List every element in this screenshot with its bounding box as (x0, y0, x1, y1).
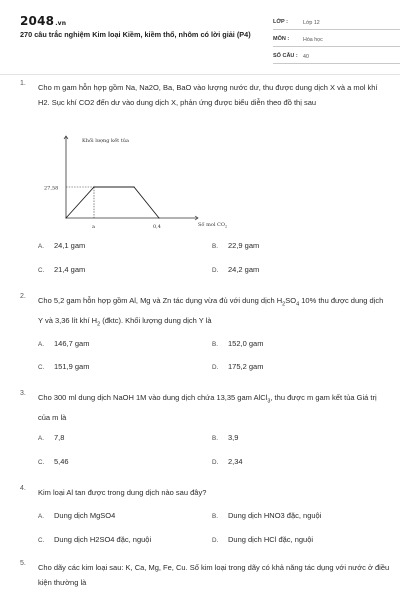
meta-value: Lớp 12 (303, 19, 320, 26)
option-b[interactable] (212, 433, 238, 442)
option-letter: C. (38, 364, 45, 371)
chart-svg (38, 130, 228, 230)
option-letter: C. (38, 459, 45, 466)
option-a[interactable] (38, 433, 64, 442)
option-letter: D. (212, 459, 219, 466)
option-letter: C. (38, 267, 45, 274)
option-text: 5,46 (54, 457, 69, 466)
option-a[interactable] (38, 511, 115, 520)
chart-x-tick-label: 0,4 (153, 224, 161, 230)
document-meta (273, 17, 400, 68)
option-text: 24,2 gam (228, 265, 260, 274)
option-letter: D. (212, 537, 219, 544)
chart-point-3 (158, 217, 159, 218)
chart-point-1 (93, 186, 94, 187)
chart-series-line (66, 187, 159, 218)
question-text: Cho m gam hỗn hợp gồm Na, Na2O, Ba, BaO vào lượng nước dư, thu được dung dịch X và a mol khí H2. Sục khí CO2 đến dư vào dung dịch X, phản ứng được biểu diễn theo đồ thị sau (38, 83, 378, 107)
option-letter: A. (38, 341, 44, 348)
page-header (20, 14, 388, 68)
option-text: 151,9 gam (54, 362, 90, 371)
option-letter: B. (212, 513, 218, 520)
chart-x-tick-label: a (92, 224, 95, 230)
option-text: Dung dịch H2SO4 đặc, nguội (54, 535, 152, 544)
chart-x-label-main: Số mol CO (198, 222, 225, 228)
option-text: 22,9 gam (228, 241, 260, 250)
question-1-chart (38, 130, 228, 230)
option-c[interactable] (38, 535, 151, 544)
option-text: Dung dịch HCl đặc, nguội (228, 535, 314, 544)
question-number: 1. (20, 80, 26, 87)
question-text: Cho dãy các kim loại sau: K, Ca, Mg, Fe, Cu. Số kim loại trong dãy có khả năng tác dụng với nước ở điều kiện thường là (38, 563, 390, 587)
option-text: 7,8 (54, 433, 65, 442)
question-text: Cho 300 ml dung dịch NaOH 1M vào dung dịch chứa 13,35 gam AlCl$_3$, thu được m gam kết tủa Giá trị của m là (38, 393, 377, 422)
option-d[interactable] (212, 535, 313, 544)
option-letter: C. (38, 537, 45, 544)
chart-x-label (198, 221, 227, 229)
option-letter: A. (38, 435, 44, 442)
option-b[interactable] (212, 339, 263, 348)
option-text: 3,9 (228, 433, 239, 442)
meta-label: LỚP : (273, 19, 288, 25)
meta-value: Hóa học (303, 36, 323, 43)
option-b[interactable] (212, 511, 321, 520)
meta-value: 40 (303, 53, 309, 60)
document-title: 270 câu trắc nghiệm Kim loại Kiềm, kiềm thổ, nhôm có lời giải (P4) (20, 30, 251, 39)
option-d[interactable] (212, 362, 263, 371)
option-letter: D. (212, 364, 219, 371)
chart-point-0 (65, 217, 66, 218)
site-logo[interactable] (20, 14, 66, 28)
option-text: 146,7 gam (54, 339, 90, 348)
question-number: 2. (20, 293, 26, 300)
meta-label: SỐ CÂU : (273, 53, 298, 59)
question-text: Kim loại Al tan được trong dung dịch nào sau đây? (38, 488, 207, 497)
option-text: 2,34 (228, 457, 243, 466)
option-letter: B. (212, 243, 218, 250)
option-letter: B. (212, 341, 218, 348)
option-letter: D. (212, 267, 219, 274)
question-number: 5. (20, 560, 26, 567)
option-a[interactable] (38, 339, 89, 348)
header-divider (0, 74, 400, 75)
chart-point-2 (133, 186, 134, 187)
option-letter: A. (38, 513, 44, 520)
meta-row-class (273, 17, 400, 30)
option-b[interactable] (212, 241, 259, 250)
question-number: 4. (20, 485, 26, 492)
option-text: Dung dịch MgSO4 (54, 511, 116, 520)
logo-text: 2048 (20, 14, 55, 28)
option-text: 175,2 gam (228, 362, 264, 371)
option-d[interactable] (212, 457, 243, 466)
option-letter: A. (38, 243, 44, 250)
option-c[interactable] (38, 362, 89, 371)
option-a[interactable] (38, 241, 85, 250)
option-text: 21,4 gam (54, 265, 86, 274)
question-text: Cho 5,2 gam hỗn hợp gồm Al, Mg và Zn tác dụng vừa đủ với dung dịch $H_2SO_4$ 10% thu được dung dịch Y và 3,36 lít khí $H_2$ (đktc). Khối lượng dung dịch Y là (38, 296, 384, 327)
option-letter: B. (212, 435, 218, 442)
logo-suffix: .vn (55, 20, 67, 27)
meta-label: MÔN : (273, 36, 290, 42)
meta-row-count (273, 51, 400, 64)
option-d[interactable] (212, 265, 259, 274)
option-text: Dung dịch HNO3 đặc, nguội (228, 511, 322, 520)
option-c[interactable] (38, 457, 69, 466)
option-c[interactable] (38, 265, 85, 274)
chart-x-label-sub: 2 (224, 224, 228, 229)
chart-y-tick-label: 27,58 (44, 185, 59, 192)
question-number: 3. (20, 390, 26, 397)
option-text: 152,0 gam (228, 339, 264, 348)
option-text: 24,1 gam (54, 241, 86, 250)
meta-row-subject (273, 34, 400, 47)
chart-y-label: Khối lượng kết tủa (82, 138, 129, 144)
